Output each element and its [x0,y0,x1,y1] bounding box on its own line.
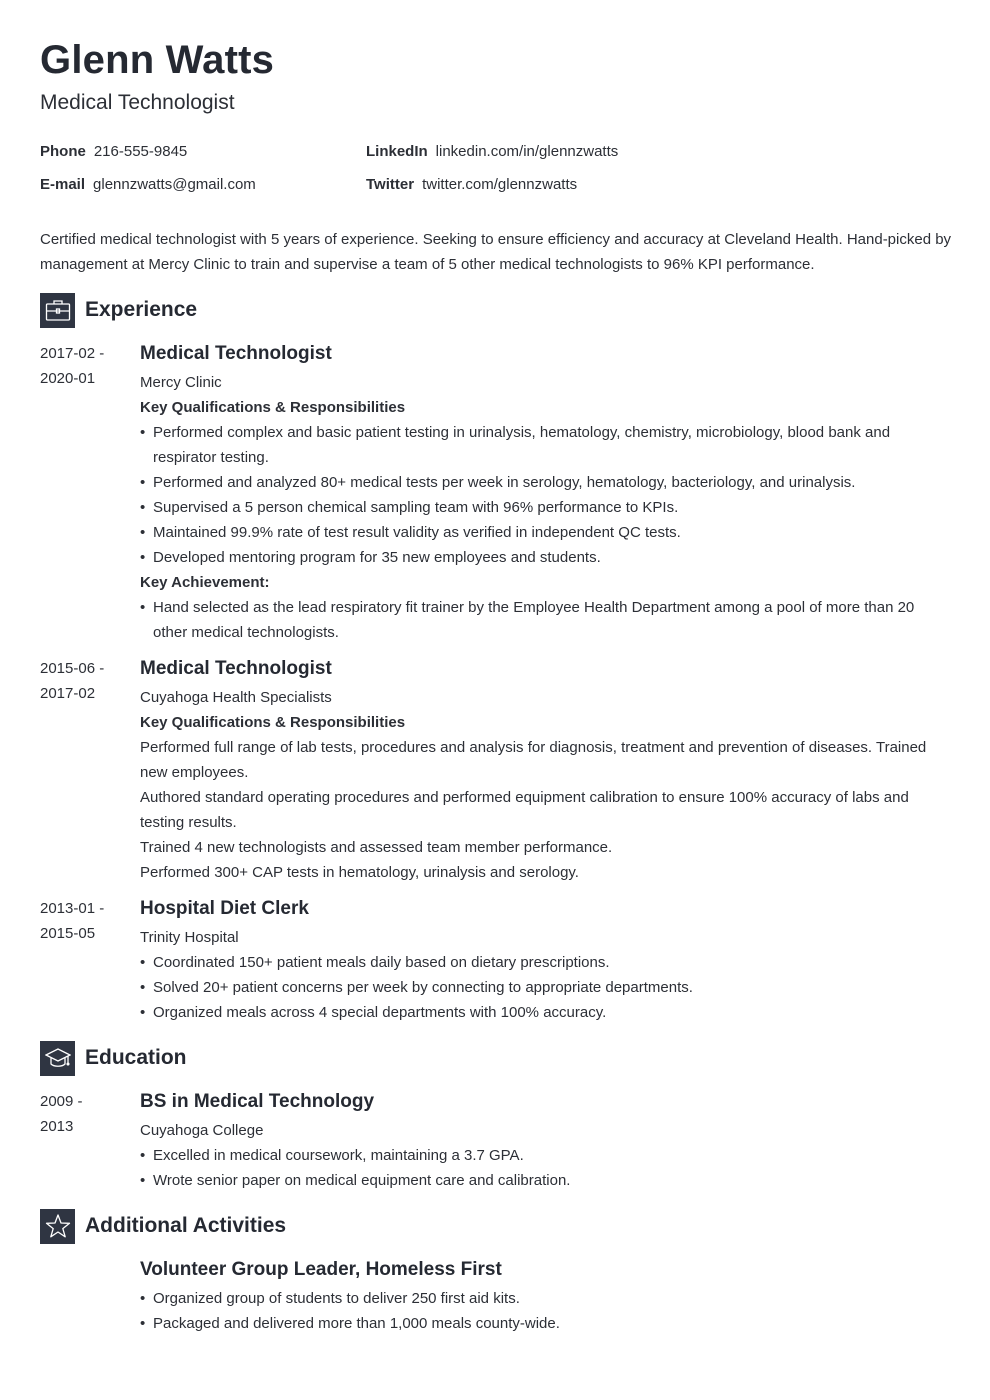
date-start: 2015-06 - [40,660,105,677]
activity-details-list [140,1286,952,1336]
email-label: E-mail [40,176,86,193]
entry-body [140,896,952,1025]
date-end: 2015-05 [40,925,96,942]
education-section-title: Education [85,1046,187,1069]
responsibility-line: Performed 300+ CAP tests in hematology, urinalysis and serology. [140,864,579,881]
entry-body [140,1257,952,1336]
activities-section-title: Additional Activities [85,1214,287,1237]
contact-twitter [366,176,577,193]
list-item: • Solved 20+ patient concerns per week by connecting to appropriate departments. [140,975,952,1000]
achievement-label: Key Achievement: [140,574,270,591]
education-details-list [140,1143,952,1193]
responsibility-line: Authored standard operating procedures and performed equipment calibration to ensure 100% accuracy of labs and testing results. [140,789,909,831]
company-name: Cuyahoga Health Specialists [140,689,332,706]
company-name: Mercy Clinic [140,374,222,391]
job-position: Hospital Diet Clerk [140,898,309,919]
entry-body [140,656,952,885]
list-item: • Maintained 99.9% rate of test result validity as verified in independent QC tests. [140,520,952,545]
phone-value: 216-555-9845 [93,143,188,160]
activity-role: Volunteer Group Leader, Homeless First [140,1259,502,1280]
date-end: 2013 [40,1118,74,1135]
date-end: 2017-02 [40,685,96,702]
list-item: • Performed complex and basic patient testing in urinalysis, hematology, chemistry, microbiology, blood bank and respirator testing. [140,420,952,470]
job-title: Medical Technologist [40,91,235,114]
list-item: • Organized group of students to deliver 250 first aid kits. [140,1286,952,1311]
school-name: Cuyahoga College [140,1122,264,1139]
qualifications-label: Key Qualifications & Responsibilities [140,399,406,416]
experience-section-header [40,292,197,328]
twitter-label: Twitter [366,176,415,193]
entry-dates [40,1089,130,1139]
list-item: • Wrote senior paper on medical equipment care and calibration. [140,1168,952,1193]
briefcase-icon [40,293,75,328]
qualifications-label: Key Qualifications & Responsibilities [140,714,406,731]
job-position: Medical Technologist [140,343,332,364]
list-item: • Hand selected as the lead respiratory fit trainer by the Employee Health Department among a pool of more than 20 other medical technologists. [140,595,952,645]
entry-dates [40,896,130,946]
entry-dates [40,341,130,391]
company-name: Trinity Hospital [140,929,239,946]
responsibility-line: Performed full range of lab tests, procedures and analysis for diagnosis, treatment and prevention of diseases. Trained new employees. [140,739,927,781]
date-end: 2020-01 [40,370,96,387]
list-item: • Excelled in medical coursework, maintaining a 3.7 GPA. [140,1143,952,1168]
entry-dates [40,656,130,706]
experience-section-title: Experience [85,298,198,321]
date-start: 2009 - [40,1093,83,1110]
contact-phone [40,143,187,160]
linkedin-value[interactable]: linkedin.com/in/glennzwatts [435,143,619,160]
graduation-cap-icon [40,1041,75,1076]
date-start: 2017-02 - [40,345,105,362]
job-position: Medical Technologist [140,658,332,679]
list-item: • Coordinated 150+ patient meals daily based on dietary prescriptions. [140,950,952,975]
list-item: • Performed and analyzed 80+ medical tests per week in serology, hematology, bacteriology, and urinalysis. [140,470,952,495]
achievements-list [140,595,952,645]
responsibility-line: Trained 4 new technologists and assessed team member performance. [140,839,613,856]
candidate-name: Glenn Watts [40,38,275,82]
list-item: • Packaged and delivered more than 1,000 meals county-wide. [140,1311,952,1336]
twitter-value[interactable]: twitter.com/glennzwatts [422,176,578,193]
date-start: 2013-01 - [40,900,105,917]
responsibilities-list [140,950,952,1025]
phone-label: Phone [40,143,86,160]
contact-linkedin [366,143,618,160]
contact-email [40,176,256,193]
star-icon [40,1209,75,1244]
responsibilities-list [140,420,952,570]
entry-body [140,1089,952,1193]
profile-summary: Certified medical technologist with 5 years of experience. Seeking to ensure efficiency and accuracy at Cleveland Health. Hand-picked by management at Mercy Clinic to train and supervise a team of 5 other medical technologists to 96% KPI performance. [40,231,952,273]
linkedin-label: LinkedIn [366,143,428,160]
email-value[interactable]: glennzwatts@gmail.com [93,176,256,193]
degree-title: BS in Medical Technology [140,1091,375,1112]
entry-body [140,341,952,645]
list-item: • Organized meals across 4 special departments with 100% accuracy. [140,1000,952,1025]
list-item: • Developed mentoring program for 35 new employees and students. [140,545,952,570]
activities-section-header [40,1208,286,1244]
education-section-header [40,1040,187,1076]
list-item: • Supervised a 5 person chemical sampling team with 96% performance to KPIs. [140,495,952,520]
